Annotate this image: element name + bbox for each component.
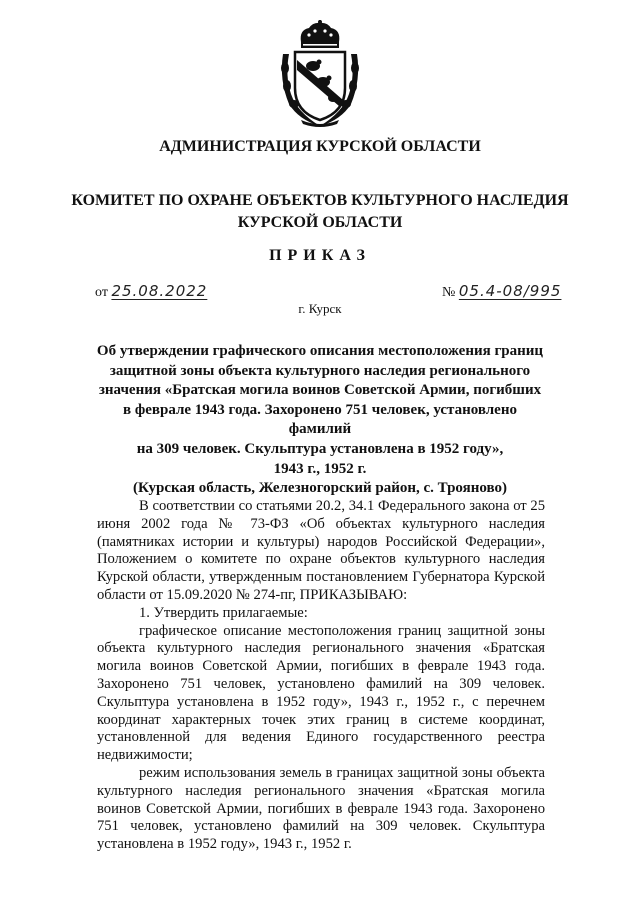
kursk-coat-of-arms-icon: [279, 20, 361, 128]
title-line: в феврале 1943 года. Захоронено 751 человек, установлено фамилий: [123, 401, 517, 438]
date-value: 25.08.2022: [111, 282, 208, 300]
city-label: г. Курск: [298, 301, 342, 316]
title-line: защитной зоны объекта культурного наследия регионального: [109, 362, 531, 379]
title-line: значения «Братская могила воинов Советской Армии, погибших: [98, 382, 542, 399]
body-paragraph: 1. Утвердить прилагаемые:: [139, 604, 308, 621]
administration-heading: АДМИНИСТРАЦИЯ КУРСКОЙ ОБЛАСТИ: [159, 138, 481, 155]
document-type-heading: ПРИКАЗ: [269, 247, 371, 264]
title-line: на 309 человек. Скульптура установлена в 1952 году»,: [136, 440, 504, 457]
body-paragraph: графическое описание местоположения границ защитной зоны объекта культурного наследия регионального значения «Братская могила воинов Советской Армии, погибших в феврале 1943 года. Захоронено 751 человек, установлено фамилий на 309 человек. Скульптура установлена в 1952 году», 1943 г., 1952 г., с перечнем координат характерных точек этих границ в системе координат, установленной для ведения Единого государственного реестра недвижимости;: [97, 622, 545, 764]
body-paragraph: режим использования земель в границах защитной зоны объекта культурного наследия регионального значения «Братская могила воинов Советской Армии, погибших в феврале 1943 года. Захоронено 751 человек, установлено фамилий на 309 человек. Скульптура установлена в 1952 году», 1943 г., 1952 г.: [97, 764, 545, 853]
title-line: (Курская область, Железногорский район, с. Трояново): [132, 480, 508, 497]
title-line: 1943 г., 1952 г.: [273, 460, 367, 477]
committee-heading: [0, 190, 640, 234]
date-prefix: от: [95, 285, 108, 300]
title-line: Об утверждении графического описания местоположения границ: [96, 343, 544, 359]
order-date: [95, 282, 207, 301]
order-title: [95, 342, 545, 499]
committee-heading-line1: КОМИТЕТ ПО ОХРАНЕ ОБЪЕКТОВ КУЛЬТУРНОГО НАСЛЕДИЯ: [71, 192, 569, 209]
order-body: [97, 498, 545, 854]
order-number: [442, 282, 561, 301]
number-prefix: №: [442, 285, 456, 300]
number-value: 05.4-08/995: [458, 282, 562, 300]
committee-heading-line2: КУРСКОЙ ОБЛАСТИ: [237, 214, 403, 231]
body-paragraph: В соответствии со статьями 20.2, 34.1 Федерального закона от 25 июня 2002 года № 73-ФЗ «Об объектах культурного наследия (памятниках истории и культуры) народов Российской Федерации», Положением о комитете по охране объектов культурного наследия Курской области, утвержденным постановлением Губернатора Курской области от 15.09.2020 № 274-пг, ПРИКАЗЫВАЮ:: [97, 498, 545, 603]
